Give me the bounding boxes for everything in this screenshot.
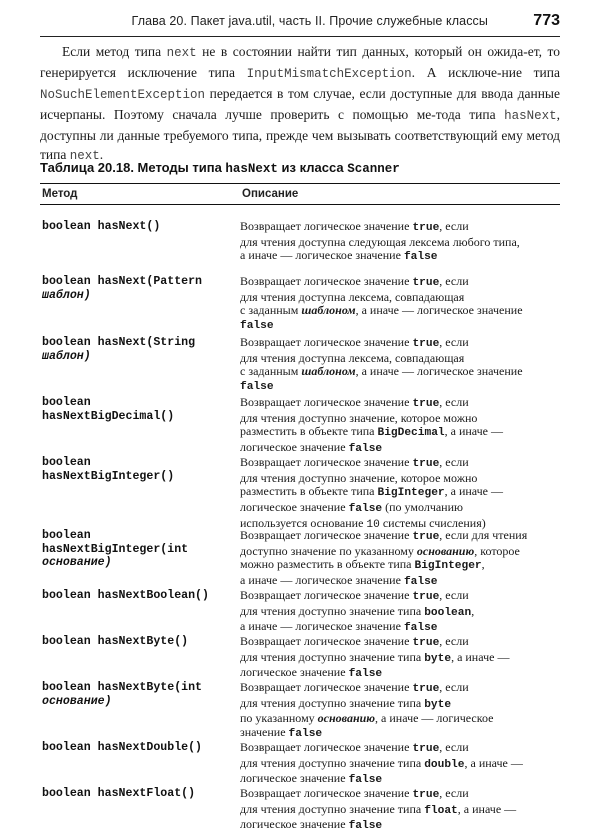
- text-segment: с заданным: [240, 364, 302, 379]
- description-line: [240, 425, 558, 441]
- table-row: [40, 681, 558, 742]
- table-row: [40, 456, 558, 533]
- text-segment: для чтения доступно значение типа: [240, 755, 425, 770]
- method-signature-line: boolean: [42, 396, 91, 409]
- method-cell: [40, 275, 240, 302]
- method-signature-line: boolean hasNextDouble(): [42, 741, 203, 754]
- description-line: [240, 275, 558, 291]
- description-cell: [240, 396, 558, 457]
- table-row: [40, 396, 558, 457]
- text-segment: , если: [439, 395, 469, 409]
- text-segment: для чтения доступно значение типа: [240, 603, 425, 618]
- caption-prefix: Таблица 20.18. Методы типа: [40, 160, 226, 175]
- inline-code: false: [403, 251, 438, 264]
- method-cell: [40, 220, 240, 234]
- methods-table: [40, 183, 560, 835]
- text-segment: , которое: [474, 543, 520, 558]
- method-signature-line: hasNextBigInteger(): [42, 469, 175, 483]
- inline-code: true: [412, 683, 440, 695]
- description-line: [240, 741, 558, 757]
- text-segment: для чтения доступно значение, которое можно: [240, 410, 478, 425]
- inline-code: byte: [424, 652, 452, 665]
- inline-code: next: [166, 46, 197, 60]
- text-segment: , доступны ли данные требуемого типа, прежде чем вызывать соответствующий ему метод типа: [40, 107, 560, 162]
- text-segment: можно разместить в объекте типа: [240, 557, 415, 572]
- description-line: [240, 681, 558, 697]
- text-segment: (по умолчанию: [382, 500, 463, 515]
- table-row: [40, 220, 558, 265]
- inline-code: byte: [424, 698, 452, 711]
- description-line: [240, 787, 558, 803]
- method-signature-line: hasNextBigInteger(int: [42, 542, 189, 556]
- column-header-description: Описание: [242, 188, 299, 200]
- description-cell: [240, 220, 558, 265]
- text-segment: а иначе — логическое значение: [240, 619, 404, 634]
- description-line: [240, 697, 558, 713]
- inline-code: false: [240, 381, 274, 394]
- description-cell: [240, 456, 558, 533]
- description-line: [240, 220, 558, 236]
- text-segment: по указанному: [240, 711, 318, 726]
- description-cell: [240, 787, 558, 834]
- table-row: [40, 336, 558, 395]
- method-signature-line: boolean hasNext(): [42, 220, 161, 233]
- text-segment: Возвращает логическое значение: [240, 786, 413, 800]
- running-header: [40, 14, 560, 37]
- text-segment: , а иначе — логическое значение: [355, 303, 523, 318]
- inline-code: true: [412, 531, 440, 543]
- inline-code: true: [412, 222, 440, 234]
- inline-code: true: [412, 743, 440, 755]
- text-segment: Возвращает логическое значение: [240, 335, 413, 349]
- description-line: [240, 291, 558, 305]
- text-segment: логическое значение: [240, 817, 349, 832]
- description-cell: [240, 529, 558, 590]
- text-segment: логическое значение: [240, 771, 349, 786]
- text-segment: логическое значение: [240, 665, 349, 680]
- description-line: [240, 456, 558, 472]
- text-segment: логическое значение: [240, 440, 349, 455]
- method-signature-line: boolean hasNextByte(int: [42, 681, 203, 694]
- text-segment: для чтения доступна следующая лексема любого типа,: [240, 234, 520, 249]
- text-segment: . А исключе-ние типа: [411, 65, 560, 80]
- text-segment: Возвращает логическое значение: [240, 528, 413, 542]
- inline-code: false: [348, 774, 383, 787]
- text-segment: , если: [439, 455, 469, 469]
- emphasized-term: основанию: [317, 711, 376, 726]
- inline-code: true: [412, 789, 440, 801]
- text-segment: , а иначе —: [464, 755, 523, 770]
- text-segment: , если для чтения: [439, 528, 528, 542]
- inline-code: 10: [366, 518, 380, 531]
- text-segment: а иначе — логическое значение: [240, 248, 404, 263]
- text-segment: , а иначе —: [444, 424, 504, 439]
- text-segment: , а иначе —: [457, 801, 517, 816]
- description-cell: [240, 635, 558, 682]
- method-signature-line: boolean hasNextBoolean(): [42, 589, 209, 602]
- text-segment: используется основание: [240, 515, 367, 530]
- method-cell: [40, 741, 240, 755]
- method-cell: [40, 787, 240, 801]
- inline-code: double: [424, 758, 465, 771]
- inline-code: true: [412, 398, 440, 410]
- method-signature-line: boolean: [42, 529, 91, 542]
- description-line: [240, 803, 558, 819]
- text-segment: Возвращает логическое значение: [240, 634, 413, 648]
- inline-code: NoSuchElementException: [40, 88, 206, 102]
- description-cell: [240, 275, 558, 334]
- text-segment: Возвращает логическое значение: [240, 455, 413, 469]
- emphasized-term: шаблоном: [301, 303, 356, 318]
- text-segment: , а иначе — логическое значение: [355, 364, 523, 379]
- inline-code: false: [348, 820, 383, 833]
- description-line: [240, 605, 558, 621]
- text-segment: значение: [240, 725, 289, 740]
- text-segment: , а иначе — логическое: [375, 711, 494, 726]
- method-signature-line: шаблон): [42, 349, 91, 363]
- inline-code: true: [412, 458, 440, 470]
- table-row: [40, 635, 558, 682]
- inline-code: InputMismatchException: [246, 67, 412, 81]
- description-line: [240, 635, 558, 651]
- text-segment: Возвращает логическое значение: [240, 219, 413, 233]
- text-segment: .: [99, 147, 104, 162]
- method-cell: [40, 456, 240, 483]
- description-line: [240, 352, 558, 366]
- text-segment: , если: [439, 786, 469, 800]
- method-cell: [40, 589, 240, 603]
- table-row: [40, 589, 558, 636]
- description-line: [240, 304, 558, 318]
- description-line: [240, 545, 558, 559]
- description-line: [240, 396, 558, 412]
- text-segment: разместить в объекте типа: [240, 484, 378, 499]
- text-segment: , если: [439, 740, 469, 754]
- method-cell: [40, 635, 240, 649]
- method-signature-line: шаблон): [42, 288, 91, 302]
- text-segment: передается в том случае, если доступные для ввода данные исчерпаны. Поэтому сначала лучше проверить с помощью ме-тода типа: [40, 86, 560, 122]
- inline-code: false: [240, 320, 274, 333]
- text-segment: , а иначе —: [451, 649, 510, 664]
- inline-code: BigInteger: [414, 560, 482, 573]
- text-segment: , если: [439, 680, 469, 694]
- inline-code: false: [403, 622, 438, 635]
- text-segment: Если метод типа: [62, 44, 167, 59]
- text-segment: Возвращает логическое значение: [240, 680, 413, 694]
- description-line: [240, 501, 558, 517]
- column-header-method: Метод: [42, 188, 78, 200]
- description-line: [240, 757, 558, 773]
- inline-code: false: [403, 576, 438, 589]
- description-line: [240, 365, 558, 379]
- description-line: [240, 712, 558, 726]
- description-line: [240, 589, 558, 605]
- description-line: [240, 249, 558, 265]
- caption-code: hasNext: [225, 162, 278, 176]
- text-segment: ,: [481, 557, 485, 572]
- table-row: [40, 275, 558, 334]
- emphasized-term: основанию: [416, 543, 475, 558]
- text-segment: для чтения доступна лексема, совпадающая: [240, 350, 465, 365]
- description-line: [240, 529, 558, 545]
- text-segment: Возвращает логическое значение: [240, 274, 413, 288]
- text-segment: , если: [439, 588, 469, 602]
- text-segment: для чтения доступно значение, которое можно: [240, 470, 478, 485]
- description-line: [240, 558, 558, 574]
- body-paragraph: [40, 42, 560, 166]
- text-segment: , если: [439, 274, 469, 288]
- text-segment: , если: [439, 634, 469, 648]
- text-segment: Возвращает логическое значение: [240, 395, 413, 409]
- inline-code: false: [348, 668, 383, 681]
- text-segment: , а иначе —: [444, 484, 504, 499]
- text-segment: разместить в объекте типа: [240, 424, 378, 439]
- text-segment: а иначе — логическое значение: [240, 573, 404, 588]
- table-header-row: [40, 184, 560, 205]
- method-cell: [40, 396, 240, 423]
- inline-code: true: [412, 277, 440, 289]
- description-line: [240, 336, 558, 352]
- text-segment: , если: [439, 335, 469, 349]
- inline-code: float: [424, 804, 458, 817]
- description-line: [240, 485, 558, 501]
- caption-middle: из класса: [277, 160, 348, 175]
- description-line: [240, 318, 558, 334]
- method-cell: [40, 681, 240, 708]
- inline-code: BigInteger: [377, 487, 445, 500]
- chapter-title: Глава 20. Пакет java.util, часть II. Прочие служебные классы: [131, 14, 488, 28]
- text-segment: для чтения доступна лексема, совпадающая: [240, 289, 465, 304]
- method-signature-line: boolean hasNext(String: [42, 336, 196, 349]
- description-cell: [240, 336, 558, 395]
- inline-code: next: [69, 149, 100, 163]
- text-segment: Возвращает логическое значение: [240, 588, 413, 602]
- method-signature-line: boolean: [42, 456, 91, 469]
- text-segment: ,: [471, 603, 475, 618]
- method-signature-line: основание): [42, 556, 112, 570]
- description-line: [240, 651, 558, 667]
- inline-code: true: [412, 591, 440, 603]
- text-segment: системы счисления): [379, 515, 486, 530]
- caption-class: Scanner: [347, 162, 400, 176]
- text-segment: , если: [439, 219, 469, 233]
- method-cell: [40, 529, 240, 570]
- text-segment: для чтения доступно значение типа: [240, 649, 425, 664]
- description-line: [240, 236, 558, 250]
- text-segment: с заданным: [240, 303, 302, 318]
- description-cell: [240, 741, 558, 788]
- description-cell: [240, 681, 558, 742]
- table-row: [40, 787, 558, 834]
- text-segment: логическое значение: [240, 500, 349, 515]
- table-row: [40, 529, 558, 590]
- inline-code: false: [288, 728, 323, 741]
- method-cell: [40, 336, 240, 363]
- method-signature-line: boolean hasNextFloat(): [42, 787, 196, 800]
- table-body: [40, 205, 560, 835]
- text-segment: не в состоянии найти тип данных, который он ожида-ет, то генерируется исключение типа: [40, 44, 560, 80]
- description-line: [240, 818, 558, 834]
- method-signature-line: hasNextBigDecimal(): [42, 409, 175, 423]
- text-segment: для чтения доступно значение типа: [240, 695, 425, 710]
- description-cell: [240, 589, 558, 636]
- text-segment: Возвращает логическое значение: [240, 740, 413, 754]
- inline-code: BigDecimal: [377, 427, 445, 440]
- inline-code: false: [348, 503, 383, 516]
- description-line: [240, 412, 558, 426]
- text-segment: для чтения доступно значение типа: [240, 801, 425, 816]
- text-segment: доступно значение по указанному: [240, 543, 417, 558]
- description-line: [240, 379, 558, 395]
- inline-code: hasNext: [504, 109, 557, 123]
- inline-code: boolean: [424, 606, 472, 619]
- method-signature-line: boolean hasNext(Pattern: [42, 275, 203, 288]
- page-number: 773: [533, 12, 560, 29]
- inline-code: true: [412, 637, 440, 649]
- emphasized-term: шаблоном: [301, 364, 356, 379]
- description-line: [240, 472, 558, 486]
- table-row: [40, 741, 558, 788]
- inline-code: true: [412, 338, 440, 350]
- method-signature-line: boolean hasNextByte(): [42, 635, 189, 648]
- inline-code: false: [348, 443, 383, 456]
- table-caption: [40, 160, 560, 176]
- method-signature-line: основание): [42, 694, 112, 708]
